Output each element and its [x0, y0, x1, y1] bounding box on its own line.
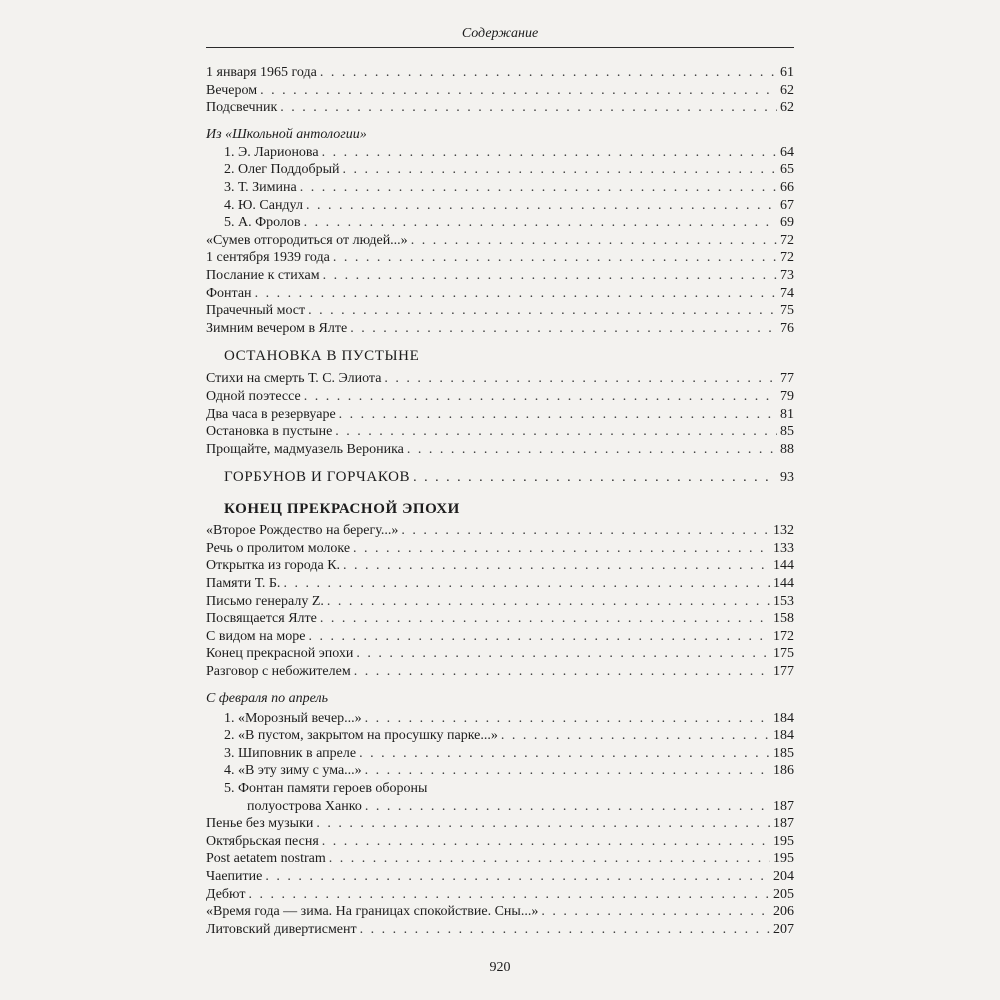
toc-page: 79 [780, 388, 794, 404]
toc-page: 204 [773, 868, 794, 884]
leader-dots [322, 144, 777, 162]
toc-title: Литовский дивертисмент [206, 921, 357, 937]
cycle-heading-anthology: Из «Школьной антологии» [206, 126, 367, 142]
toc-entry[interactable] [206, 388, 794, 406]
leader-dots [248, 886, 770, 904]
leader-dots [280, 99, 777, 117]
toc-page: 184 [773, 710, 794, 726]
toc-title: Зимним вечером в Ялте [206, 320, 348, 336]
section-heading-end-epoch: КОНЕЦ ПРЕКРАСНОЙ ЭПОХИ [224, 501, 460, 518]
toc-page: 66 [780, 179, 794, 195]
toc-title: полуострова Ханко [247, 798, 362, 814]
toc-title: Открытка из города К. [206, 558, 341, 574]
toc-page: 175 [773, 646, 794, 662]
toc-title: Фонтан [206, 285, 252, 301]
toc-page: 67 [780, 197, 794, 213]
leader-dots [339, 406, 777, 424]
toc-title: Вечером [206, 82, 258, 98]
toc-title: 2. Олег Поддобрый [224, 162, 340, 178]
toc-entry[interactable] [206, 663, 794, 681]
running-title: Содержание [461, 26, 539, 41]
toc-title: Прачечный мост [206, 303, 306, 319]
toc-entry[interactable] [206, 710, 794, 728]
toc-entry[interactable] [206, 144, 794, 162]
toc-page: 195 [773, 833, 794, 849]
toc-title: 5. А. Фролов [224, 215, 301, 231]
leader-dots [320, 610, 770, 628]
toc-title: Октябрьская песня [206, 833, 319, 849]
leader-dots [365, 710, 770, 728]
toc-page: 81 [780, 406, 794, 422]
leader-dots [360, 921, 770, 939]
toc-entry[interactable] [206, 232, 794, 250]
toc-entry[interactable] [206, 64, 794, 82]
toc-entry-wrapped[interactable] [206, 780, 794, 798]
toc-title: Конец прекрасной эпохи [206, 646, 354, 662]
toc-title: 1. «Морозный вечер...» [224, 710, 362, 726]
toc-page: 75 [780, 303, 794, 319]
leader-dots [384, 370, 777, 388]
toc-page: 69 [780, 215, 794, 231]
toc-title: Речь о пролитом молоке [206, 540, 351, 556]
toc-page: 187 [773, 816, 794, 832]
page-number: 920 [489, 960, 511, 975]
toc-page: 73 [780, 267, 794, 283]
toc-title: «Второе Рождество на берегу...» [206, 523, 399, 539]
toc-entry[interactable] [206, 197, 794, 215]
toc-title: Стихи на смерть Т. С. Элиота [206, 371, 382, 387]
toc-title: Письмо генералу Z. [206, 593, 324, 609]
leader-dots [255, 285, 777, 303]
toc-page: 62 [780, 82, 794, 98]
toc-entry[interactable] [206, 82, 794, 100]
leader-dots [283, 575, 770, 593]
toc-entry[interactable] [206, 320, 794, 338]
toc-title: Пенье без музыки [206, 816, 314, 832]
toc-page: 133 [773, 540, 794, 556]
toc-entry[interactable] [206, 557, 794, 575]
spacer [206, 337, 794, 346]
toc-entry[interactable] [206, 815, 794, 833]
toc-entry[interactable] [206, 921, 794, 939]
toc-page: 185 [773, 745, 794, 761]
toc-page: 65 [780, 162, 794, 178]
leader-dots [501, 727, 770, 745]
leader-dots [365, 798, 770, 816]
toc-title: 4. Ю. Сандул [224, 197, 303, 213]
toc-entry[interactable] [206, 99, 794, 117]
leader-dots [308, 628, 770, 646]
leader-dots [359, 745, 770, 763]
leader-dots [327, 593, 770, 611]
toc-entry[interactable] [206, 593, 794, 611]
toc-entry[interactable] [206, 575, 794, 593]
leader-dots [353, 540, 770, 558]
toc-page: 72 [780, 232, 794, 248]
leader-dots [260, 82, 777, 100]
toc-title: 1. Э. Ларионова [224, 144, 319, 160]
toc-entry[interactable] [206, 179, 794, 197]
toc-entry[interactable] [206, 868, 794, 886]
toc-page: 177 [773, 664, 794, 680]
toc-page: 74 [780, 285, 794, 301]
toc-page: 186 [773, 763, 794, 779]
toc-page: 64 [780, 144, 794, 160]
toc-title: Прощайте, мадмуазель Вероника [206, 441, 404, 457]
toc-page: 195 [773, 851, 794, 867]
leader-dots [333, 249, 777, 267]
leader-dots [541, 903, 770, 921]
toc-title: Post aetatem nostram [206, 851, 326, 867]
toc-entry[interactable] [206, 441, 794, 459]
spacer [206, 458, 794, 467]
toc-entry[interactable] [206, 161, 794, 179]
cycle-heading-feb-april: С февраля по апрель [206, 690, 329, 706]
spacer [206, 681, 794, 690]
toc-entry[interactable] [206, 249, 794, 267]
leader-dots [343, 161, 777, 179]
toc-title: 2. «В пустом, закрытом на просушку парке...» [224, 728, 498, 744]
toc-entry-continued[interactable] [206, 798, 794, 816]
spacer [206, 117, 794, 126]
toc-page: 72 [780, 250, 794, 266]
toc-page: 205 [773, 886, 794, 902]
toc-title: «Время года — зима. На границах спокойствие. Сны...» [206, 904, 539, 920]
toc-title: Остановка в пустыне [206, 424, 333, 440]
toc-title: 1 сентября 1939 года [206, 250, 330, 266]
toc-title: Два часа в резервуаре [206, 406, 336, 422]
toc-page: 77 [780, 371, 794, 387]
toc-entry[interactable] [206, 406, 794, 424]
toc-entry[interactable] [206, 745, 794, 763]
toc-entry[interactable] [206, 762, 794, 780]
leader-dots [354, 663, 770, 681]
leader-dots [329, 850, 770, 868]
toc-page: 61 [780, 65, 794, 80]
toc-entry[interactable] [206, 727, 794, 745]
toc-page: 172 [773, 628, 794, 644]
leader-dots [322, 833, 770, 851]
toc-title: Разговор с небожителем [206, 664, 351, 680]
toc-title: Посвящается Ялте [206, 611, 317, 627]
toc-page: 153 [773, 593, 794, 609]
toc-page: 76 [780, 320, 794, 336]
leader-dots [365, 762, 770, 780]
leader-dots [316, 815, 770, 833]
leader-dots [407, 441, 777, 459]
toc-title: «Сумев отгородиться от людей...» [206, 232, 408, 248]
toc-page: 144 [773, 558, 794, 574]
section-heading-gorbunov: ГОРБУНОВ И ГОРЧАКОВ [224, 469, 411, 486]
spacer [206, 487, 794, 499]
toc-title: Чаепитие [206, 868, 263, 884]
toc-title: С видом на море [206, 628, 306, 644]
toc-page: 184 [773, 728, 794, 744]
leader-dots [300, 179, 777, 197]
leader-dots [304, 388, 777, 406]
toc-entry[interactable] [206, 850, 794, 868]
leader-dots [411, 232, 777, 250]
leader-dots [335, 423, 777, 441]
leader-dots [323, 267, 777, 285]
toc-title: Дебют [206, 886, 246, 902]
toc-title: 3. Т. Зимина [224, 179, 297, 195]
table-of-contents [206, 64, 794, 938]
toc-entry[interactable] [206, 370, 794, 388]
toc-entry[interactable] [206, 302, 794, 320]
toc-entry[interactable] [206, 610, 794, 628]
leader-dots [265, 868, 770, 886]
toc-entry[interactable] [206, 267, 794, 285]
toc-page: 132 [773, 523, 794, 539]
toc-page: 62 [780, 100, 794, 116]
toc-title: Послание к стихам [206, 267, 320, 283]
toc-entry[interactable] [206, 214, 794, 232]
toc-page: 207 [773, 921, 794, 937]
toc-page: 93 [780, 470, 794, 486]
leader-dots [401, 522, 770, 540]
toc-page: 85 [780, 424, 794, 440]
toc-title: Одной поэтессе [206, 388, 301, 404]
leader-dots [306, 197, 777, 215]
toc-title: 5. Фонтан памяти героев обороны [224, 781, 428, 796]
toc-entry[interactable] [206, 522, 794, 540]
toc-title: 3. Шиповник в апреле [224, 745, 357, 761]
leader-dots [304, 214, 777, 232]
toc-entry[interactable] [206, 285, 794, 303]
toc-entry[interactable] [206, 833, 794, 851]
toc-page: 88 [780, 441, 794, 457]
leader-dots [343, 557, 770, 575]
toc-title: Памяти Т. Б. [206, 576, 281, 592]
toc-entry-section[interactable] [206, 467, 794, 487]
toc-title: 1 января 1965 года [206, 65, 317, 80]
toc-entry[interactable] [206, 423, 794, 441]
toc-entry[interactable] [206, 886, 794, 904]
toc-page: 158 [773, 611, 794, 627]
toc-entry[interactable] [206, 628, 794, 646]
toc-title: 4. «В эту зиму с ума...» [224, 763, 362, 779]
header-rule [206, 47, 794, 48]
leader-dots [350, 320, 777, 338]
leader-dots [308, 302, 777, 320]
toc-entry[interactable] [206, 540, 794, 558]
leader-dots [320, 64, 777, 82]
toc-page: 206 [773, 904, 794, 920]
toc-page: 144 [773, 576, 794, 592]
toc-page: 187 [773, 798, 794, 814]
toc-title: Подсвечник [206, 100, 278, 116]
toc-entry[interactable] [206, 903, 794, 921]
leader-dots [413, 468, 777, 488]
leader-dots [356, 645, 770, 663]
section-heading-desert: ОСТАНОВКА В ПУСТЫНЕ [224, 348, 420, 365]
toc-entry[interactable] [206, 645, 794, 663]
